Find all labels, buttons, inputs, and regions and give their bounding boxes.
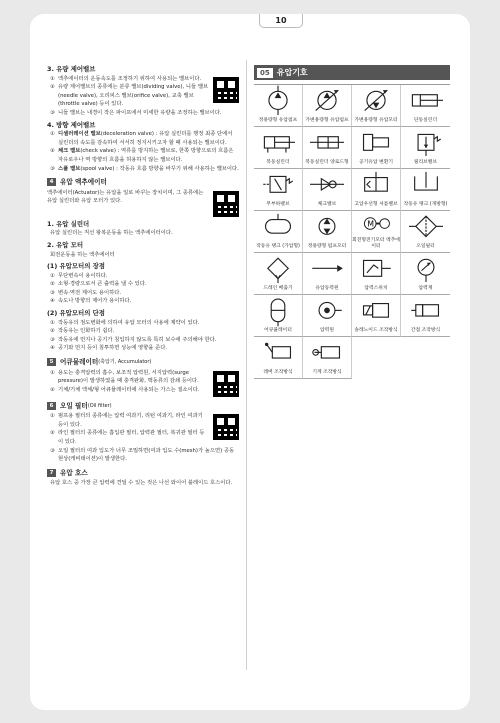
symbol-cell bbox=[254, 253, 303, 295]
section-actuator-header: 4 유압 액추에이터 bbox=[47, 178, 239, 187]
symbol-cell bbox=[254, 127, 303, 169]
mechanical-icon bbox=[310, 337, 344, 370]
symbol-label: 작동유 탱크 (가압형) bbox=[256, 244, 300, 249]
accumulator-icon bbox=[261, 295, 295, 328]
symbol-cell bbox=[352, 169, 401, 211]
list-item: ① 용도는 충격압력의 흡수, 보조적 압력원, 서지압력(surge pressure)이 발생하였을 때 충격완화, 맥동류의 감쇄 등이다. bbox=[50, 369, 199, 385]
symbol-label: 무부하밸브 bbox=[266, 202, 290, 207]
list-item: ② 체크 밸브(check valve) : 역류를 방지하는 밸브로, 한쪽 방향으로의 흐름은 자유로우나 역 방향의 흐름을 허용하지 않는 밸브이다. bbox=[50, 148, 234, 163]
right-column bbox=[254, 65, 450, 379]
section-flow-control-title: 3. 유량 제어밸브 bbox=[47, 65, 96, 73]
symbol-label: 레버 조작방식 bbox=[263, 370, 293, 375]
list-item: ② 기체/기체 액체/형 어큐뮬레이터에 사용되는 가스는 질소이다. bbox=[50, 386, 200, 393]
symbol-label: 단동실린더 bbox=[413, 118, 438, 123]
symbol-cell bbox=[352, 127, 401, 169]
qr-code-icon[interactable] bbox=[213, 77, 239, 103]
symbol-cell bbox=[401, 295, 450, 337]
solenoid-icon bbox=[359, 295, 393, 328]
cylinder-text: 유압 실린더는 직선 왕복운동을 하는 액추에이터이다. bbox=[50, 230, 173, 237]
symbol-cell bbox=[401, 211, 450, 253]
list-item: ③ 오일 필터의 여과 입도가 너무 조밀하면(여과 입도 수(mesh)가 높으면) 공동현상(캐비테이션)이 발생한다. bbox=[50, 447, 235, 463]
section-direction-control-title: 4. 방향 제어밸브 bbox=[47, 120, 96, 129]
pressure-switch-icon bbox=[359, 253, 393, 286]
hose-text: 유압 호스 중 가장 큰 압력에 견딜 수 있는 것은 나선 와이어 블레이드 호스이다. bbox=[50, 480, 233, 487]
svg-text:M: M bbox=[367, 219, 374, 229]
symbol-cell bbox=[352, 253, 401, 295]
manual-lever-icon bbox=[261, 337, 295, 370]
symbol-cell bbox=[401, 253, 450, 295]
list-item: ③ 변속·역전 제어도 용이하다. bbox=[50, 289, 122, 296]
symbol-label: 릴리브밸브 bbox=[413, 160, 438, 165]
symbol-label: 작동유 탱크 (개방형) bbox=[403, 202, 448, 207]
symbol-cell bbox=[303, 85, 352, 127]
list-item: ① 디셀러레이션 밸브(deceleration valve) : 유압 실린더를 행정 최종 단에서 실린더의 속도를 감속하여 서서히 정지시키고자 할 때 사용되는 밸브이다. bbox=[50, 131, 233, 146]
symbol-cell bbox=[303, 295, 352, 337]
symbol-cell bbox=[352, 211, 401, 253]
motor-advantages-title: (1) 유압모터의 장점 bbox=[47, 262, 105, 271]
symbol-table bbox=[254, 84, 450, 379]
qr-code-icon[interactable] bbox=[213, 414, 239, 440]
symbol-cell bbox=[303, 169, 352, 211]
symbol-label: 어큐뮬레이터 bbox=[264, 328, 292, 333]
unload-valve-icon bbox=[261, 169, 295, 202]
list-item: ② 작동유는 인화하기 쉽다. bbox=[50, 328, 115, 335]
page-number: 10 bbox=[259, 14, 303, 28]
flow-control-block bbox=[47, 75, 239, 109]
symbol-cell bbox=[303, 337, 352, 379]
list-item: ④ 공기와 먼지 등이 침투하면 성능에 영향을 준다. bbox=[50, 345, 168, 352]
symbol-cell bbox=[303, 253, 352, 295]
section-symbols-header: 05 유압기호 bbox=[254, 65, 450, 80]
list-item: ② 소형·경량으로서 큰 출력을 낼 수 있다. bbox=[50, 281, 147, 288]
symbol-label: 압력스위치 bbox=[364, 286, 388, 291]
pressure-gauge-icon bbox=[409, 253, 443, 286]
fixed-pump-icon bbox=[261, 85, 295, 118]
symbol-cell bbox=[254, 295, 303, 337]
list-item: ② 라인 필터의 종류에는 흡입관 필터, 압력관 필터, 복귀관 필터 등이 있다. bbox=[50, 430, 205, 445]
symbol-label: 복동실린더 bbox=[266, 160, 290, 165]
symbol-label: 오일필터 bbox=[416, 244, 435, 249]
cylinder-title: 1. 유압 실린더 bbox=[47, 219, 90, 228]
symbol-cell bbox=[401, 127, 450, 169]
symbol-label: 복동실린더 양로드형 bbox=[305, 160, 349, 165]
single-cylinder-icon bbox=[409, 85, 443, 118]
list-item: ③ 스풀 밸브(spool valve) : 작동유 흐름 방향을 바꾸기 위해 사용하는 밸브이다. bbox=[50, 165, 239, 172]
symbol-cell bbox=[352, 85, 401, 127]
section-hose-header: 7 유압 호스 bbox=[47, 469, 239, 478]
variable-motor-icon bbox=[359, 85, 393, 118]
symbol-label: 압력원 bbox=[320, 328, 334, 333]
symbol-cell bbox=[303, 127, 352, 169]
open-tank-icon bbox=[409, 169, 443, 202]
symbol-label: 간접 조작방식 bbox=[410, 328, 441, 333]
symbol-label: 드레인 배출기 bbox=[263, 286, 293, 291]
closed-tank-icon bbox=[261, 211, 295, 244]
actuator-intro: 액추에이터(Actuator)는 유압을 일로 바꾸는 장치이며, 그 종류에는 유압 실린더와 유압 모터가 있다. bbox=[47, 189, 204, 205]
list-item: ④ 속도나 방향의 제어가 용이하다. bbox=[50, 298, 132, 305]
hydraulic-source-icon bbox=[310, 211, 344, 244]
air-pressure-source-icon bbox=[359, 169, 393, 202]
symbol-cell bbox=[254, 169, 303, 211]
list-item: ③ 니들 밸브는 내경이 작은 파이프에서 미세한 유량을 조정하는 밸브이다. bbox=[50, 109, 222, 116]
list-item: ① 작동유의 점도변화에 의하여 유압 모터의 사용에 제약이 있다. bbox=[50, 319, 200, 326]
electric-motor-icon bbox=[359, 211, 393, 238]
list-item: ① 액추에이터의 운동속도를 조정하기 위하여 사용되는 밸브이다. bbox=[50, 75, 202, 82]
symbol-label: 가변용량형 유압모터 bbox=[354, 118, 398, 123]
lever-icon bbox=[409, 295, 443, 328]
list-item: ③ 작동유에 먼지나 공기가 침입하지 않도록 특히 보수에 주의해야 한다. bbox=[50, 336, 217, 343]
symbol-cell bbox=[254, 337, 303, 379]
check-valve-icon bbox=[310, 169, 344, 202]
double-rod-cylinder-icon bbox=[310, 127, 344, 160]
motor-text: 회전운동을 하는 액추에이터 bbox=[50, 251, 115, 258]
variable-pump-icon bbox=[310, 85, 344, 118]
left-column bbox=[47, 62, 239, 488]
list-item: ② 유량 제어밸브의 종류에는 분류 밸브(dividing valve), 니들 밸브(needle valve), 오리피스 밸브(orifice valve), 교축 밸브(throttle valve) 등이 있다. bbox=[50, 84, 209, 108]
filter-icon bbox=[409, 211, 443, 244]
section-oil-filter-header: 6 오일 필터 (Oil filter) bbox=[47, 402, 239, 411]
symbol-cell bbox=[303, 211, 352, 253]
symbol-label: 정용량형 유압펌프 bbox=[258, 118, 298, 123]
symbol-label: 회전형전기모터 액추에이터 bbox=[352, 238, 400, 249]
flow-arrow-icon bbox=[310, 253, 344, 286]
motor-title: 2. 유압 모터 bbox=[47, 240, 84, 249]
symbol-cell bbox=[352, 295, 401, 337]
symbol-label: 압력계 bbox=[418, 286, 433, 291]
double-cylinder-icon bbox=[261, 127, 295, 160]
list-item: ① 무단변속이 용이하다. bbox=[50, 272, 108, 279]
symbol-cell bbox=[401, 169, 450, 211]
column-divider bbox=[246, 60, 247, 670]
symbol-label: 기계 조작방식 bbox=[312, 370, 342, 375]
symbol-label: 유압동력원 bbox=[315, 286, 339, 291]
symbol-label: 공기유압 변환기 bbox=[359, 160, 393, 165]
relief-valve-icon bbox=[409, 127, 443, 160]
symbol-label: 체크밸브 bbox=[317, 202, 337, 207]
symbol-cell bbox=[254, 211, 303, 253]
qr-code-icon[interactable] bbox=[213, 191, 239, 217]
symbol-label: 솔레노이드 조작방식 bbox=[354, 328, 398, 333]
list-item: ① 펌프용 필터의 종류에는 압력 여과기, 리턴 여과기, 라인 여과기 등이 있다. bbox=[50, 413, 203, 428]
motor-pump-icon bbox=[310, 295, 344, 328]
section-accumulator-header: 5 어큐뮬레이터 (축압기, Accumulator) bbox=[47, 358, 239, 367]
symbol-label: 정용량형 펌프모터 bbox=[307, 244, 347, 249]
drain-filter-icon bbox=[261, 253, 295, 286]
air-hydraulic-converter-icon bbox=[359, 127, 393, 160]
symbol-cell bbox=[401, 85, 450, 127]
symbol-label: 가변용량형 유압펌프 bbox=[305, 118, 349, 123]
symbol-label: 고압우선형 셔틀밸브 bbox=[354, 202, 398, 207]
motor-disadvantages-title: (2) 유압모터의 단점 bbox=[47, 309, 105, 318]
qr-code-icon[interactable] bbox=[213, 371, 239, 397]
symbol-cell bbox=[254, 85, 303, 127]
